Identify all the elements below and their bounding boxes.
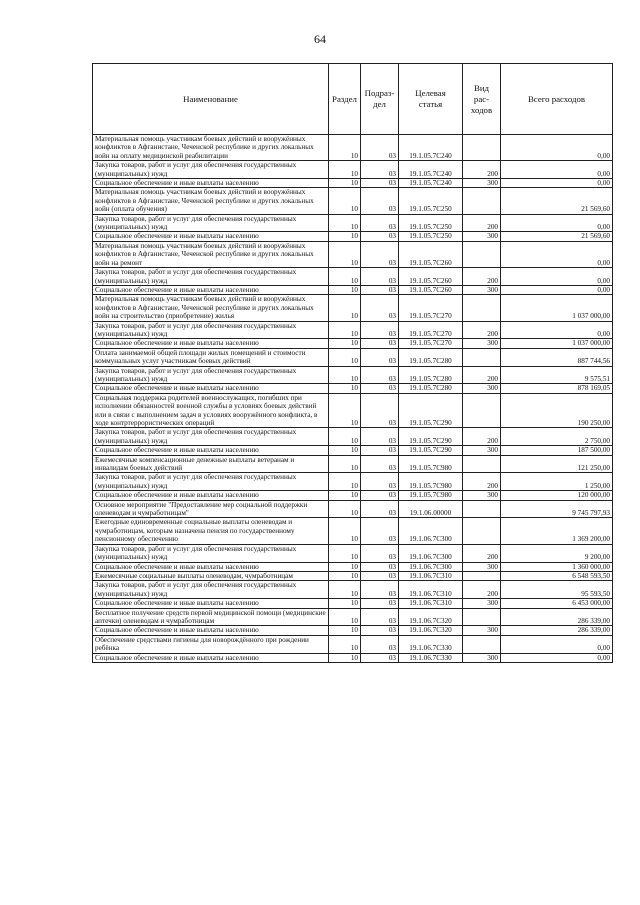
cell-total: 190 250,00 [501, 393, 613, 428]
table-row [93, 562, 613, 571]
cell-total: 0,00 [501, 179, 613, 188]
cell-target: 19.1.05.7С280 [399, 384, 463, 393]
cell-subsection: 03 [361, 473, 399, 491]
cell-name: Закупка товаров, работ и услуг для обеспечения государственных (муниципальных) нужд [93, 366, 329, 384]
table-row [93, 626, 613, 635]
cell-total: 6 548 593,50 [501, 571, 613, 580]
table-row [93, 473, 613, 491]
cell-target: 19.1.06.7С310 [399, 581, 463, 599]
cell-section: 10 [329, 135, 361, 161]
cell-section: 10 [329, 581, 361, 599]
cell-vid [463, 135, 501, 161]
cell-target: 19.1.05.7С240 [399, 135, 463, 161]
table-row [93, 581, 613, 599]
cell-total: 0,00 [501, 214, 613, 232]
table-row [93, 491, 613, 500]
table-row [93, 366, 613, 384]
cell-subsection: 03 [361, 653, 399, 662]
cell-name: Социальное обеспечение и иные выплаты населению [93, 653, 329, 662]
cell-target: 19.1.05.7С270 [399, 321, 463, 339]
header-subsection: Подраз- дел [361, 64, 399, 135]
cell-target: 19.1.06.7С310 [399, 571, 463, 580]
cell-name: Закупка товаров, работ и услуг для обеспечения государственных (муниципальных) нужд [93, 544, 329, 562]
header-name: Наименование [93, 64, 329, 135]
cell-name: Закупка товаров, работ и услуг для обеспечения государственных (муниципальных) нужд [93, 428, 329, 446]
cell-vid: 200 [463, 366, 501, 384]
cell-vid: 300 [463, 446, 501, 455]
table-row [93, 348, 613, 366]
cell-total: 878 169,05 [501, 384, 613, 393]
cell-target: 19.1.06.7С300 [399, 518, 463, 544]
cell-subsection: 03 [361, 339, 399, 348]
table-row [93, 179, 613, 188]
cell-subsection: 03 [361, 571, 399, 580]
header-section: Раздел [329, 64, 361, 135]
cell-section: 10 [329, 268, 361, 286]
cell-name: Закупка товаров, работ и услуг для обеспечения государственных (муниципальных) нужд [93, 268, 329, 286]
cell-subsection: 03 [361, 384, 399, 393]
cell-vid [463, 500, 501, 518]
cell-total: 0,00 [501, 241, 613, 267]
cell-total: 1 369 200,00 [501, 518, 613, 544]
cell-section: 10 [329, 608, 361, 626]
cell-total: 286 339,00 [501, 608, 613, 626]
cell-subsection: 03 [361, 268, 399, 286]
cell-vid: 300 [463, 653, 501, 662]
cell-subsection: 03 [361, 544, 399, 562]
cell-vid [463, 455, 501, 473]
cell-target: 19.1.05.7С290 [399, 446, 463, 455]
cell-name: Материальная помощь участникам боевых действий и вооружённых конфликтов в Афганистане, Чеченской республике и других локальных войн на оплату медицинской реабилитации [93, 135, 329, 161]
cell-name: Ежегодные единовременные социальные выплаты оленеводам и чумработницам, которым назначена пенсия по государственному пенсионному обеспечению [93, 518, 329, 544]
table-row [93, 393, 613, 428]
table-row [93, 295, 613, 321]
cell-section: 10 [329, 653, 361, 662]
cell-target: 19.1.06.7С310 [399, 599, 463, 608]
cell-target: 19.1.05.7С250 [399, 188, 463, 214]
table-row [93, 339, 613, 348]
cell-vid [463, 635, 501, 653]
cell-vid: 300 [463, 599, 501, 608]
cell-target: 19.1.05.7С270 [399, 295, 463, 321]
cell-vid [463, 241, 501, 267]
cell-total: 1 037 000,00 [501, 339, 613, 348]
cell-total: 286 339,00 [501, 626, 613, 635]
cell-vid: 200 [463, 544, 501, 562]
cell-vid: 200 [463, 581, 501, 599]
cell-section: 10 [329, 393, 361, 428]
cell-name: Закупка товаров, работ и услуг для обеспечения государственных (муниципальных) нужд [93, 161, 329, 179]
table-row [93, 135, 613, 161]
cell-target: 19.1.06.7С330 [399, 635, 463, 653]
cell-target: 19.1.05.7С270 [399, 339, 463, 348]
cell-subsection: 03 [361, 608, 399, 626]
cell-vid [463, 188, 501, 214]
cell-target: 19.1.05.7С250 [399, 214, 463, 232]
cell-subsection: 03 [361, 241, 399, 267]
cell-target: 19.1.05.7С240 [399, 179, 463, 188]
table-row [93, 214, 613, 232]
cell-vid: 300 [463, 285, 501, 294]
cell-subsection: 03 [361, 626, 399, 635]
cell-section: 10 [329, 366, 361, 384]
cell-name: Социальное обеспечение и иные выплаты населению [93, 562, 329, 571]
table-row [93, 188, 613, 214]
table-row [93, 241, 613, 267]
cell-vid: 300 [463, 491, 501, 500]
header-total: Всего расходов [501, 64, 613, 135]
cell-subsection: 03 [361, 179, 399, 188]
cell-total: 21 569,60 [501, 232, 613, 241]
cell-name: Социальное обеспечение и иные выплаты населению [93, 384, 329, 393]
table-row [93, 608, 613, 626]
cell-vid: 200 [463, 161, 501, 179]
cell-target: 19.1.06.00000 [399, 500, 463, 518]
table-header [93, 64, 613, 135]
cell-total: 0,00 [501, 635, 613, 653]
cell-target: 19.1.05.7С290 [399, 428, 463, 446]
cell-total: 0,00 [501, 135, 613, 161]
cell-name: Социальное обеспечение и иные выплаты населению [93, 626, 329, 635]
table-row [93, 446, 613, 455]
cell-vid [463, 348, 501, 366]
cell-name: Социальное обеспечение и иные выплаты населению [93, 491, 329, 500]
cell-subsection: 03 [361, 366, 399, 384]
cell-subsection: 03 [361, 161, 399, 179]
cell-vid: 200 [463, 321, 501, 339]
cell-vid: 300 [463, 339, 501, 348]
cell-total: 21 569,60 [501, 188, 613, 214]
cell-name: Материальная помощь участникам боевых действий и вооружённых конфликтов в Афганистане, Чеченской республике и других локальных войн на строительство (приобретение) жилья [93, 295, 329, 321]
cell-section: 10 [329, 626, 361, 635]
cell-total: 1 037 000,00 [501, 295, 613, 321]
cell-vid: 300 [463, 562, 501, 571]
cell-target: 19.1.05.7С240 [399, 161, 463, 179]
header-vid: Вид рас- ходов [463, 64, 501, 135]
cell-target: 19.1.05.7С260 [399, 241, 463, 267]
cell-target: 19.1.06.7С300 [399, 544, 463, 562]
cell-total: 887 744,56 [501, 348, 613, 366]
page-number: 64 [314, 32, 326, 46]
cell-vid: 200 [463, 268, 501, 286]
cell-vid [463, 393, 501, 428]
cell-vid: 300 [463, 626, 501, 635]
cell-subsection: 03 [361, 295, 399, 321]
cell-total: 120 000,00 [501, 491, 613, 500]
cell-section: 10 [329, 500, 361, 518]
table-body [93, 135, 613, 663]
cell-name: Социальное обеспечение и иные выплаты населению [93, 339, 329, 348]
table-row [93, 571, 613, 580]
cell-section: 10 [329, 455, 361, 473]
table-row [93, 161, 613, 179]
cell-target: 19.1.05.7С280 [399, 366, 463, 384]
cell-target: 19.1.06.7С320 [399, 608, 463, 626]
cell-name: Ежемесячные социальные выплаты оленеводам, чумработницам [93, 571, 329, 580]
cell-section: 10 [329, 339, 361, 348]
cell-vid [463, 608, 501, 626]
cell-subsection: 03 [361, 635, 399, 653]
cell-section: 10 [329, 446, 361, 455]
table-row [93, 384, 613, 393]
cell-subsection: 03 [361, 500, 399, 518]
cell-section: 10 [329, 179, 361, 188]
table-row [93, 653, 613, 662]
table-row [93, 285, 613, 294]
cell-section: 10 [329, 285, 361, 294]
cell-section: 10 [329, 241, 361, 267]
cell-target: 19.1.06.7С330 [399, 653, 463, 662]
cell-subsection: 03 [361, 135, 399, 161]
cell-target: 19.1.05.7С250 [399, 232, 463, 241]
cell-total: 121 250,00 [501, 455, 613, 473]
cell-section: 10 [329, 491, 361, 500]
cell-total: 95 593,50 [501, 581, 613, 599]
cell-subsection: 03 [361, 348, 399, 366]
cell-target: 19.1.05.7С980 [399, 473, 463, 491]
cell-section: 10 [329, 428, 361, 446]
cell-section: 10 [329, 384, 361, 393]
table-row [93, 455, 613, 473]
header-target: Целевая статья [399, 64, 463, 135]
cell-subsection: 03 [361, 599, 399, 608]
table-row [93, 321, 613, 339]
table-row [93, 500, 613, 518]
cell-target: 19.1.05.7С280 [399, 348, 463, 366]
cell-name: Основное мероприятие "Предоставление мер социальной поддержки оленеводам и чумработницам" [93, 500, 329, 518]
table-row [93, 635, 613, 653]
cell-total: 0,00 [501, 653, 613, 662]
cell-section: 10 [329, 232, 361, 241]
cell-subsection: 03 [361, 232, 399, 241]
cell-name: Социальное обеспечение и иные выплаты населению [93, 599, 329, 608]
cell-section: 10 [329, 214, 361, 232]
cell-total: 187 500,00 [501, 446, 613, 455]
cell-name: Закупка товаров, работ и услуг для обеспечения государственных (муниципальных) нужд [93, 214, 329, 232]
cell-total: 9 745 797,93 [501, 500, 613, 518]
cell-name: Социальное обеспечение и иные выплаты населению [93, 179, 329, 188]
cell-vid [463, 518, 501, 544]
cell-vid: 300 [463, 384, 501, 393]
cell-section: 10 [329, 562, 361, 571]
cell-target: 19.1.05.7С980 [399, 491, 463, 500]
table-row [93, 544, 613, 562]
cell-total: 1 360 000,00 [501, 562, 613, 571]
cell-name: Закупка товаров, работ и услуг для обеспечения государственных (муниципальных) нужд [93, 581, 329, 599]
cell-total: 6 453 000,00 [501, 599, 613, 608]
cell-vid: 300 [463, 232, 501, 241]
cell-target: 19.1.05.7С260 [399, 285, 463, 294]
cell-subsection: 03 [361, 285, 399, 294]
cell-target: 19.1.05.7С290 [399, 393, 463, 428]
cell-subsection: 03 [361, 321, 399, 339]
table-row [93, 268, 613, 286]
cell-name: Материальная помощь участникам боевых действий и вооружённых конфликтов в Афганистане, Чеченской республике и других локальных войн на ремонт [93, 241, 329, 267]
cell-vid: 200 [463, 473, 501, 491]
cell-name: Социальная поддержка родителей военнослужащих, погибших при исполнении обязанностей военной службы в условиях боевых действий или в связи с выполнением задач в условиях вооружённого конфликта, в ходе контртеррористических операций [93, 393, 329, 428]
cell-name: Социальное обеспечение и иные выплаты населению [93, 446, 329, 455]
cell-total: 0,00 [501, 161, 613, 179]
cell-name: Закупка товаров, работ и услуг для обеспечения государственных (муниципальных) нужд [93, 473, 329, 491]
table-row [93, 428, 613, 446]
cell-section: 10 [329, 518, 361, 544]
cell-vid [463, 571, 501, 580]
cell-name: Ежемесячные компенсационные денежные выплаты ветеранам и инвалидам боевых действий [93, 455, 329, 473]
cell-total: 9 200,00 [501, 544, 613, 562]
cell-total: 0,00 [501, 321, 613, 339]
cell-section: 10 [329, 161, 361, 179]
budget-table [92, 63, 613, 663]
cell-section: 10 [329, 599, 361, 608]
cell-subsection: 03 [361, 446, 399, 455]
cell-vid: 200 [463, 428, 501, 446]
cell-name: Бесплатное получение средств первой медицинской помощи (медицинские аптечки) оленеводам и чумработницам [93, 608, 329, 626]
cell-name: Обеспечение средствами гигиены для новорождённого при рождении ребёнка [93, 635, 329, 653]
table-row [93, 518, 613, 544]
cell-total: 0,00 [501, 285, 613, 294]
cell-section: 10 [329, 188, 361, 214]
cell-section: 10 [329, 321, 361, 339]
cell-total: 1 250,00 [501, 473, 613, 491]
cell-section: 10 [329, 295, 361, 321]
cell-name: Оплата занимаемой общей площади жилых помещений и стоимости коммунальных услуг участникам боевых действий [93, 348, 329, 366]
table-row [93, 599, 613, 608]
cell-section: 10 [329, 544, 361, 562]
cell-name: Материальная помощь участникам боевых действий и вооружённых конфликтов в Афганистане, Чеченской республике и других локальных войн (оплата обучения) [93, 188, 329, 214]
cell-total: 0,00 [501, 268, 613, 286]
cell-target: 19.1.05.7С980 [399, 455, 463, 473]
cell-section: 10 [329, 473, 361, 491]
cell-section: 10 [329, 571, 361, 580]
cell-subsection: 03 [361, 518, 399, 544]
cell-target: 19.1.06.7С300 [399, 562, 463, 571]
table-row [93, 232, 613, 241]
cell-name: Социальное обеспечение и иные выплаты населению [93, 285, 329, 294]
cell-total: 9 575,51 [501, 366, 613, 384]
cell-subsection: 03 [361, 428, 399, 446]
cell-section: 10 [329, 348, 361, 366]
cell-subsection: 03 [361, 491, 399, 500]
cell-section: 10 [329, 635, 361, 653]
cell-name: Социальное обеспечение и иные выплаты населению [93, 232, 329, 241]
cell-vid [463, 295, 501, 321]
cell-vid: 200 [463, 214, 501, 232]
cell-subsection: 03 [361, 188, 399, 214]
cell-subsection: 03 [361, 581, 399, 599]
cell-vid: 300 [463, 179, 501, 188]
cell-target: 19.1.06.7С320 [399, 626, 463, 635]
cell-target: 19.1.05.7С260 [399, 268, 463, 286]
cell-total: 2 750,00 [501, 428, 613, 446]
cell-subsection: 03 [361, 393, 399, 428]
cell-subsection: 03 [361, 562, 399, 571]
cell-subsection: 03 [361, 214, 399, 232]
cell-name: Закупка товаров, работ и услуг для обеспечения государственных (муниципальных) нужд [93, 321, 329, 339]
cell-subsection: 03 [361, 455, 399, 473]
